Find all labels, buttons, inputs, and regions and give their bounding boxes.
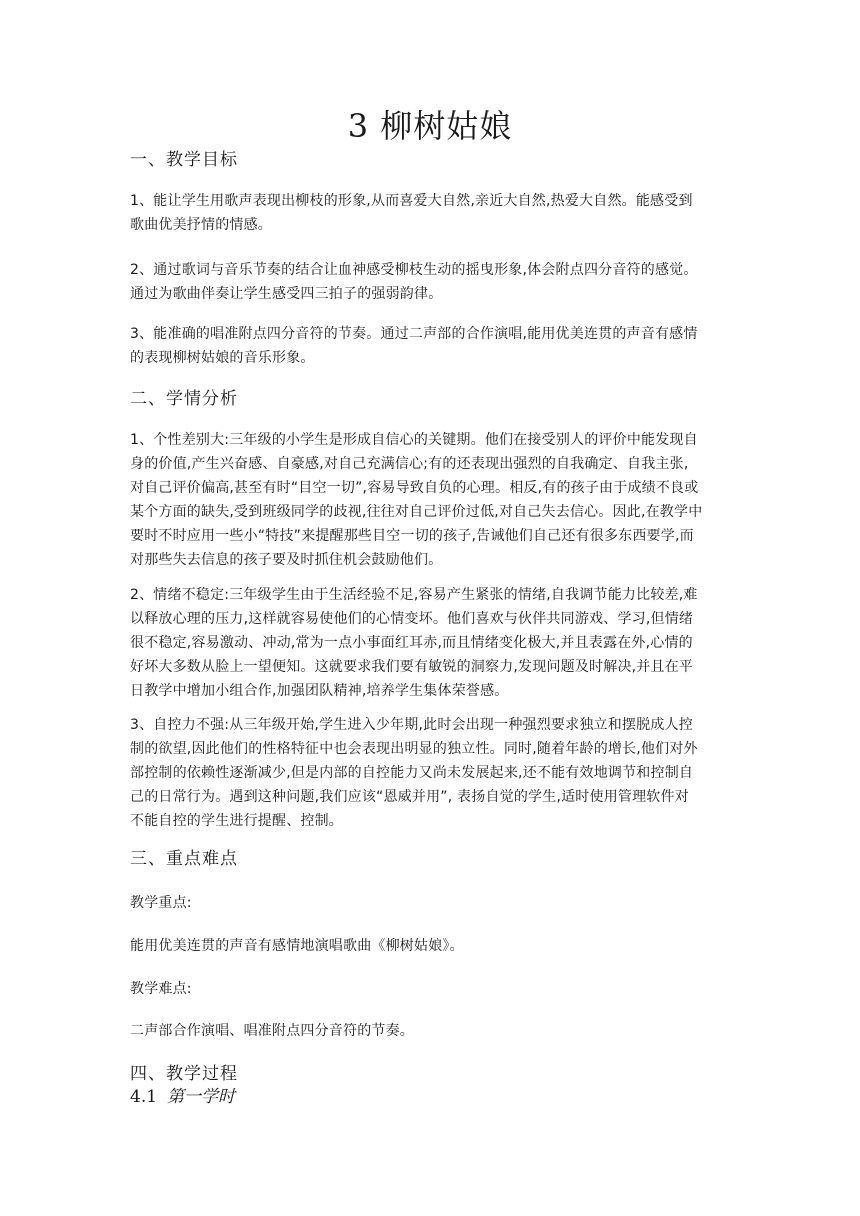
- subsection-number: 4.1: [130, 1087, 158, 1107]
- paragraph-line: 很不稳定,容易激动、冲动,常为一点小事面红耳赤,而且情绪变化极大,并且表露在外,心情的: [130, 635, 693, 651]
- subsection-heading: [130, 1085, 235, 1109]
- paragraph-line: 3、能准确的唱准附点四分音符的节奏。通过二声部的合作演唱,能用优美连贯的声音有感情: [130, 326, 698, 342]
- paragraph: [130, 891, 732, 915]
- paragraph-line: 教学重点:: [130, 895, 192, 911]
- paragraph: [130, 977, 732, 1001]
- paragraph-line: 3、自控力不强:从三年级开始,学生进入少年期,此时会出现一种强烈要求独立和摆脱成人控: [130, 717, 693, 733]
- section-heading-process: 四、教学过程: [130, 1064, 238, 1084]
- paragraph-line: 要时不时应用一些小“特技”来提醒那些目空一切的孩子,告诫他们自己还有很多东西要学,而: [130, 528, 694, 544]
- document-title: 3 柳树姑娘: [347, 107, 513, 145]
- paragraph-line: 己的日常行为。遇到这种问题,我们应该“恩威并用”, 表扬自觉的学生,适时使用管理软件对: [130, 789, 689, 805]
- paragraph: [130, 1019, 732, 1043]
- paragraph: [130, 258, 732, 306]
- paragraph-line: 日教学中增加小组合作,加强团队精神,培养学生集体荣誉感。: [130, 683, 509, 699]
- paragraph-line: 通过为歌曲伴奏让学生感受四三拍子的强弱韵律。: [130, 286, 443, 302]
- paragraph-line: 部控制的依赖性逐渐减少,但是内部的自控能力又尚未发展起来,还不能有效地调节和控制自: [130, 765, 694, 781]
- paragraph-line: 不能自控的学生进行提醒、控制。: [130, 813, 343, 829]
- paragraph: [130, 934, 732, 958]
- section-heading-objectives: 一、教学目标: [130, 150, 238, 170]
- paragraph: [130, 322, 732, 370]
- section-heading-key-points: 三、重点难点: [130, 849, 238, 869]
- paragraph-line: 歌曲优美抒情的情感。: [130, 217, 272, 233]
- paragraph-line: 的表现柳树姑娘的音乐形象。: [130, 350, 315, 366]
- paragraph-line: 对那些失去信息的孩子要及时抓住机会鼓励他们。: [130, 552, 443, 568]
- subsection-title: 第一学时: [167, 1087, 236, 1107]
- paragraph-line: 2、情绪不稳定:三年级学生由于生活经验不足,容易产生紧张的情绪,自我调节能力比较差,难: [130, 587, 698, 603]
- paragraph-line: 教学难点:: [130, 981, 192, 997]
- paragraph-line: 2、通过歌词与音乐节奏的结合让血神感受柳枝生动的摇曳形象,体会附点四分音符的感觉。: [130, 262, 698, 278]
- paragraph: [130, 428, 732, 572]
- paragraph-line: 能用优美连贯的声音有感情地演唱歌曲《柳树姑娘》。: [130, 938, 464, 954]
- paragraph-line: 以释放心理的压力,这样就容易使他们的心情变坏。他们喜欢与伙伴共同游戏、学习,但情绪: [130, 611, 694, 627]
- paragraph-line: 某个方面的缺失,受到班级同学的歧视,往往对自己评价过低,对自己失去信心。因此,在教学中: [130, 504, 703, 520]
- paragraph-line: 身的价值,产生兴奋感、自豪感,对自己充满信心;有的还表现出强烈的自我确定、自我主张,: [130, 456, 689, 472]
- section-heading-analysis: 二、学情分析: [130, 389, 238, 409]
- paragraph-line: 1、个性差别大:三年级的小学生是形成自信心的关键期。他们在接受别人的评价中能发现自: [130, 432, 698, 448]
- paragraph-line: 1、能让学生用歌声表现出柳枝的形象,从而喜爱大自然,亲近大自然,热爱大自然。能感受到: [130, 193, 693, 209]
- paragraph-line: 对自己评价偏高,甚至有时“目空一切”,容易导致自负的心理。相反,有的孩子由于成绩不良或: [130, 480, 699, 496]
- paragraph-line: 制的欲望,因此他们的性格特征中也会表现出明显的独立性。同时,随着年龄的增长,他们对外: [130, 741, 698, 757]
- paragraph: [130, 583, 732, 703]
- paragraph-line: 二声部合作演唱、唱准附点四分音符的节奏。: [130, 1023, 414, 1039]
- paragraph: [130, 713, 732, 833]
- paragraph-line: 好坏大多数从脸上一望便知。这就要求我们要有敏锐的洞察力,发现问题及时解决,并且在平: [130, 659, 694, 675]
- paragraph: [130, 189, 732, 237]
